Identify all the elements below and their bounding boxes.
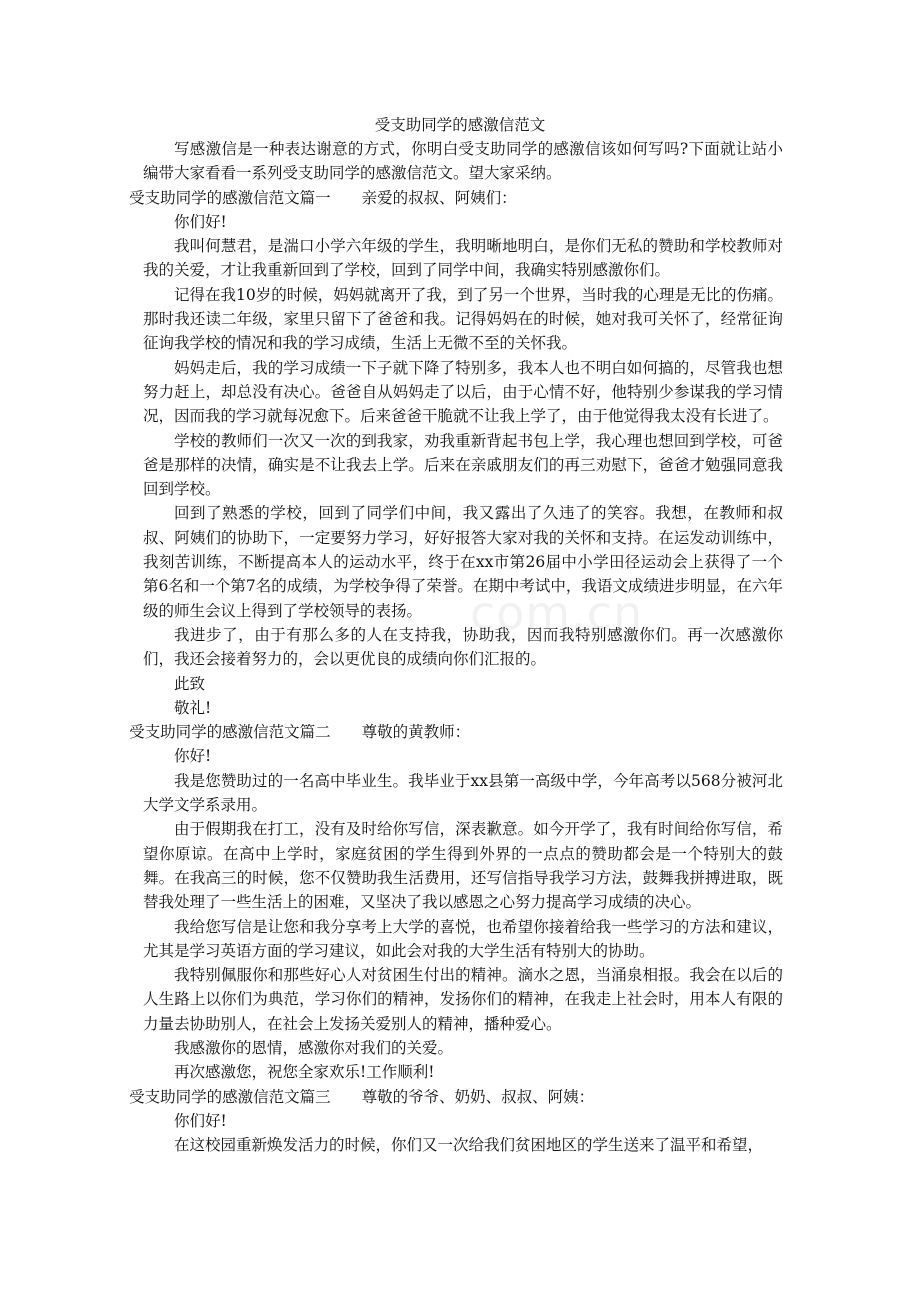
paragraph: 我叫何慧君，是湍口小学六年级的学生，我明晰地明白，是你们无私的赞助和学校教师对我的关爱，才让我重新回到了学校，回到了同学中间，我确实特别感激你们。 xyxy=(143,237,783,280)
paragraph: 再次感激您，祝您全家欢乐!工作顺利! xyxy=(174,1063,435,1082)
section-heading: 受支助同学的感激信范文篇二 尊敬的黄教师： xyxy=(129,723,471,742)
watermark: com.cn xyxy=(470,586,644,640)
section-heading: 受支助同学的感激信范文篇三 尊敬的爷爷、奶奶、叔叔、阿姨： xyxy=(129,1087,595,1106)
paragraph: 我进步了，由于有那么多的人在支持我，协助我，因而我特别感激你们。再一次感激你们，我还会接着努力的，会以更优良的成绩向你们汇报的。 xyxy=(143,625,783,669)
document-body xyxy=(129,137,783,1157)
paragraph: 你们好! xyxy=(174,1111,227,1130)
paragraph: 你们好! xyxy=(174,212,227,231)
paragraph: 我感激你的恩情，感激你对我们的关爱。 xyxy=(174,1038,454,1057)
paragraph: 由于假期我在打工，没有及时给你写信，深表歉意。如今开学了，我有时间给你写信，希望你原谅。在高中上学时，家庭贫困的学生得到外界的一点点的赞助都会是一个特别大的鼓舞。在我高三的时候，您不仅赞助我生活费用，还写信指导我学习方法，鼓舞我拼搏进取，既替我处理了一些生活上的困难，又坚决了我以感恩之心努力提高学习成绩的决心。 xyxy=(143,820,783,912)
paragraph: 记得在我10岁的时候，妈妈就离开了我，到了另一个世界，当时我的心理是无比的伤痛。那时我还读二年级，家里只留下了爸爸和我。记得妈妈在的时候，她对我可关怀了，经常征询征询我学校的情况和我的学习成绩，生活上无微不至的关怀我。 xyxy=(143,285,783,353)
paragraph: 我给您写信是让您和我分享考上大学的喜悦，也希望你接着给我一些学习的方法和建议，尤其是学习英语方面的学习建议，如此会对我的大学生活有特别大的协助。 xyxy=(143,917,783,960)
paragraph: 我特别佩服你和那些好心人对贫困生付出的精神。滴水之恩，当涌泉相报。我会在以后的人生路上以你们为典范，学习你们的精神，发扬你们的精神，在我走上社会时，用本人有限的力量去协助别人，在社会上发扬关爱别人的精神，播种爱心。 xyxy=(143,966,783,1033)
document-title: 受支助同学的感激信范文 xyxy=(374,116,546,134)
paragraph: 回到了熟悉的学校，回到了同学们中间，我又露出了久违了的笑容。我想，在教师和叔叔、阿姨们的协助下，一定要努力学习，好好报答大家对我的关怀和支持。在运发动训练中，我刻苦训练，不断提高本人的运动水平，终于在xx市第26届中小学田径运动会上获得了一个第6名和一个第7名的成绩，为学校争得了荣誉。在期中考试中，我语文成绩进步明显，在六年级的师生会议上得到了学校领导的表扬。 xyxy=(143,504,783,620)
paragraph: 此致 xyxy=(174,674,206,693)
paragraph: 敬礼! xyxy=(174,698,212,717)
paragraph: 在这校园重新焕发活力的时候，你们又一次给我们贫困地区的学生送来了温平和希望， xyxy=(174,1136,764,1155)
section-heading: 受支助同学的感激信范文篇一 亲爱的叔叔、阿姨们： xyxy=(129,188,517,207)
paragraph: 妈妈走后，我的学习成绩一下子就下降了特别多，我本人也不明白如何搞的，尽管我也想努力赶上，却总没有决心。爸爸自从妈妈走了以后，由于心情不好，他特别少参谋我的学习情况，因而我的学习就每况愈下。后来爸爸干脆就不让我上学了，由于他觉得我太没有长进了。 xyxy=(143,358,783,426)
paragraph: 你好! xyxy=(174,747,212,766)
paragraph: 学校的教师们一次又一次的到我家，劝我重新背起书包上学，我心理也想回到学校，可爸爸是那样的决情，确实是不让我去上学。后来在亲戚朋友们的再三劝慰下，爸爸才勉强同意我回到学校。 xyxy=(143,431,783,499)
paragraph: 写感激信是一种表达谢意的方式，你明白受支助同学的感激信该如何写吗?下面就让站小编带大家看看一系列受支助同学的感激信范文。望大家采纳。 xyxy=(143,140,783,183)
paragraph: 我是您赞助过的一名高中毕业生。我毕业于xx县第一高级中学，今年高考以568分被河北大学文学系录用。 xyxy=(143,771,783,815)
